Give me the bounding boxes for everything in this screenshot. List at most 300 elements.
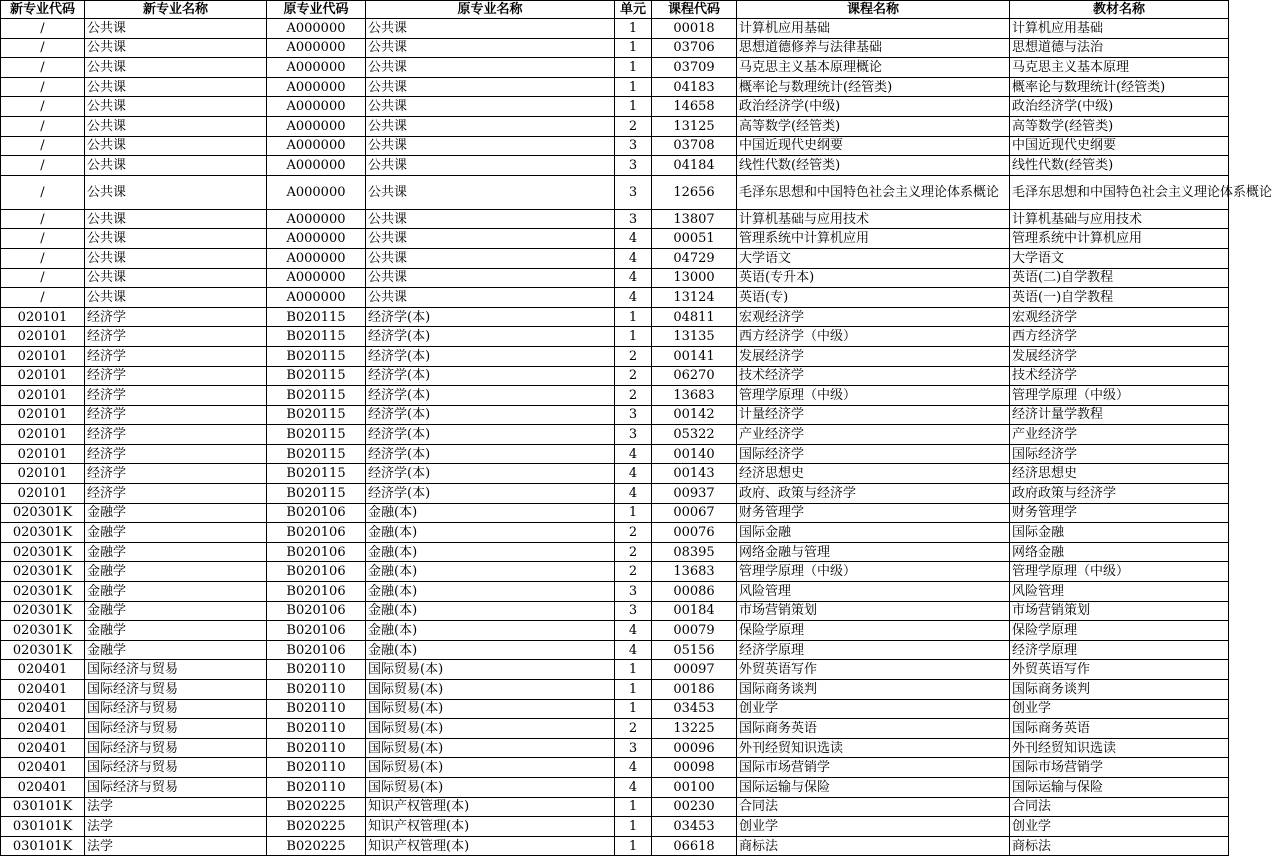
table-row <box>1 58 1229 78</box>
cell-course-name: 计算机基础与应用技术 <box>737 209 1010 229</box>
cell-new-major-name: 法学 <box>85 836 267 856</box>
cell-new-major-name: 经济学 <box>85 484 267 504</box>
cell-new-major-code: 020101 <box>1 405 85 425</box>
table-row <box>1 346 1229 366</box>
cell-textbook-name: 风险管理 <box>1010 582 1229 602</box>
cell-course-code: 03453 <box>652 699 737 719</box>
cell-new-major-name: 公共课 <box>85 229 267 249</box>
cell-old-major-name: 公共课 <box>366 156 615 176</box>
cell-unit: 1 <box>615 97 652 117</box>
cell-course-code: 00184 <box>652 601 737 621</box>
table-row <box>1 621 1229 641</box>
cell-new-major-code: 020301K <box>1 582 85 602</box>
cell-unit: 1 <box>615 503 652 523</box>
cell-course-code: 13683 <box>652 562 737 582</box>
cell-new-major-name: 公共课 <box>85 19 267 39</box>
cell-old-major-name: 经济学(本) <box>366 366 615 386</box>
cell-new-major-name: 国际经济与贸易 <box>85 777 267 797</box>
cell-course-name: 毛泽东思想和中国特色社会主义理论体系概论 <box>737 175 1010 209</box>
cell-unit: 1 <box>615 699 652 719</box>
cell-old-major-code: B020110 <box>267 680 366 700</box>
cell-old-major-name: 经济学(本) <box>366 484 615 504</box>
cell-textbook-name: 市场营销策划 <box>1010 601 1229 621</box>
cell-new-major-code: / <box>1 268 85 288</box>
cell-textbook-name: 商标法 <box>1010 836 1229 856</box>
cell-course-code: 13124 <box>652 288 737 308</box>
cell-unit: 3 <box>615 582 652 602</box>
cell-old-major-code: B020110 <box>267 758 366 778</box>
cell-old-major-name: 公共课 <box>366 175 615 209</box>
cell-new-major-name: 经济学 <box>85 425 267 445</box>
cell-course-code: 00142 <box>652 405 737 425</box>
cell-unit: 4 <box>615 758 652 778</box>
cell-unit: 1 <box>615 817 652 837</box>
cell-course-name: 计量经济学 <box>737 405 1010 425</box>
cell-old-major-code: A000000 <box>267 116 366 136</box>
cell-new-major-code: / <box>1 58 85 78</box>
cell-unit: 1 <box>615 836 652 856</box>
cell-textbook-name: 外刊经贸知识选读 <box>1010 738 1229 758</box>
cell-course-name: 网络金融与管理 <box>737 542 1010 562</box>
cell-textbook-name: 政治经济学(中级) <box>1010 97 1229 117</box>
cell-textbook-name: 财务管理学 <box>1010 503 1229 523</box>
cell-old-major-name: 国际贸易(本) <box>366 777 615 797</box>
cell-new-major-name: 经济学 <box>85 346 267 366</box>
cell-old-major-code: B020115 <box>267 366 366 386</box>
cell-course-name: 线性代数(经管类) <box>737 156 1010 176</box>
cell-unit: 2 <box>615 542 652 562</box>
cell-old-major-code: A000000 <box>267 97 366 117</box>
cell-old-major-name: 公共课 <box>366 19 615 39</box>
cell-course-name: 高等数学(经管类) <box>737 116 1010 136</box>
cell-old-major-name: 国际贸易(本) <box>366 758 615 778</box>
cell-old-major-name: 公共课 <box>366 58 615 78</box>
cell-unit: 3 <box>615 156 652 176</box>
table-row <box>1 175 1229 209</box>
cell-textbook-name: 国际经济学 <box>1010 444 1229 464</box>
cell-course-name: 国际商务英语 <box>737 719 1010 739</box>
cell-course-code: 00186 <box>652 680 737 700</box>
cell-old-major-name: 经济学(本) <box>366 327 615 347</box>
cell-old-major-name: 经济学(本) <box>366 346 615 366</box>
cell-course-code: 00018 <box>652 19 737 39</box>
cell-new-major-name: 公共课 <box>85 38 267 58</box>
cell-old-major-code: B020106 <box>267 542 366 562</box>
cell-old-major-code: B020225 <box>267 797 366 817</box>
cell-old-major-name: 国际贸易(本) <box>366 680 615 700</box>
cell-new-major-name: 金融学 <box>85 601 267 621</box>
cell-course-name: 国际商务谈判 <box>737 680 1010 700</box>
cell-course-name: 思想道德修养与法律基础 <box>737 38 1010 58</box>
cell-unit: 4 <box>615 444 652 464</box>
table-row <box>1 601 1229 621</box>
cell-textbook-name: 高等数学(经管类) <box>1010 116 1229 136</box>
cell-new-major-code: / <box>1 288 85 308</box>
cell-course-name: 商标法 <box>737 836 1010 856</box>
cell-course-name: 西方经济学（中级） <box>737 327 1010 347</box>
cell-course-code: 00143 <box>652 464 737 484</box>
cell-course-code: 00230 <box>652 797 737 817</box>
cell-new-major-name: 经济学 <box>85 386 267 406</box>
cell-course-name: 创业学 <box>737 817 1010 837</box>
cell-course-name: 市场营销策划 <box>737 601 1010 621</box>
cell-textbook-name: 英语(一)自学教程 <box>1010 288 1229 308</box>
table-row <box>1 817 1229 837</box>
cell-old-major-code: B020110 <box>267 777 366 797</box>
cell-textbook-name: 发展经济学 <box>1010 346 1229 366</box>
cell-textbook-name: 创业学 <box>1010 699 1229 719</box>
cell-course-name: 外刊经贸知识选读 <box>737 738 1010 758</box>
table-row <box>1 425 1229 445</box>
cell-old-major-code: B020110 <box>267 699 366 719</box>
cell-new-major-name: 公共课 <box>85 175 267 209</box>
cell-old-major-name: 经济学(本) <box>366 307 615 327</box>
header-course-name: 课程名称 <box>737 1 1010 19</box>
cell-old-major-code: B020106 <box>267 640 366 660</box>
cell-old-major-code: A000000 <box>267 19 366 39</box>
cell-unit: 1 <box>615 77 652 97</box>
table-row <box>1 327 1229 347</box>
cell-unit: 2 <box>615 562 652 582</box>
cell-old-major-code: B020106 <box>267 503 366 523</box>
cell-old-major-code: A000000 <box>267 248 366 268</box>
table-row <box>1 77 1229 97</box>
cell-old-major-name: 公共课 <box>366 229 615 249</box>
cell-textbook-name: 外贸英语写作 <box>1010 660 1229 680</box>
cell-course-code: 00141 <box>652 346 737 366</box>
cell-old-major-code: A000000 <box>267 77 366 97</box>
cell-course-name: 国际金融 <box>737 523 1010 543</box>
cell-course-name: 大学语文 <box>737 248 1010 268</box>
cell-old-major-code: B020106 <box>267 601 366 621</box>
cell-old-major-name: 知识产权管理(本) <box>366 836 615 856</box>
cell-new-major-code: 020301K <box>1 601 85 621</box>
table-row <box>1 248 1229 268</box>
cell-new-major-name: 经济学 <box>85 366 267 386</box>
cell-course-name: 计算机应用基础 <box>737 19 1010 39</box>
cell-new-major-code: 020401 <box>1 680 85 700</box>
cell-course-code: 13683 <box>652 386 737 406</box>
cell-old-major-name: 金融(本) <box>366 523 615 543</box>
header-old-major-code: 原专业代码 <box>267 1 366 19</box>
cell-new-major-code: 030101K <box>1 797 85 817</box>
cell-unit: 2 <box>615 386 652 406</box>
cell-new-major-code: 020101 <box>1 346 85 366</box>
cell-old-major-code: B020115 <box>267 386 366 406</box>
cell-new-major-code: 020101 <box>1 307 85 327</box>
table-row <box>1 136 1229 156</box>
cell-textbook-name: 管理学原理（中级） <box>1010 562 1229 582</box>
cell-course-name: 国际运输与保险 <box>737 777 1010 797</box>
cell-old-major-name: 金融(本) <box>366 601 615 621</box>
cell-new-major-code: / <box>1 116 85 136</box>
cell-textbook-name: 毛泽东思想和中国特色社会主义理论体系概论 <box>1010 175 1229 209</box>
cell-course-code: 03453 <box>652 817 737 837</box>
cell-course-code: 04729 <box>652 248 737 268</box>
cell-new-major-name: 公共课 <box>85 209 267 229</box>
cell-textbook-name: 线性代数(经管类) <box>1010 156 1229 176</box>
cell-course-code: 06270 <box>652 366 737 386</box>
cell-textbook-name: 宏观经济学 <box>1010 307 1229 327</box>
cell-course-code: 00086 <box>652 582 737 602</box>
cell-new-major-code: 020401 <box>1 719 85 739</box>
cell-old-major-name: 金融(本) <box>366 562 615 582</box>
cell-course-name: 保险学原理 <box>737 621 1010 641</box>
cell-new-major-name: 经济学 <box>85 444 267 464</box>
cell-unit: 4 <box>615 288 652 308</box>
cell-course-name: 英语(专升本) <box>737 268 1010 288</box>
cell-textbook-name: 技术经济学 <box>1010 366 1229 386</box>
cell-unit: 2 <box>615 719 652 739</box>
cell-unit: 1 <box>615 58 652 78</box>
cell-course-name: 中国近现代史纲要 <box>737 136 1010 156</box>
cell-new-major-code: / <box>1 77 85 97</box>
cell-textbook-name: 经济思想史 <box>1010 464 1229 484</box>
cell-course-code: 00067 <box>652 503 737 523</box>
table-row <box>1 288 1229 308</box>
cell-course-code: 00937 <box>652 484 737 504</box>
cell-unit: 3 <box>615 601 652 621</box>
cell-new-major-code: 020101 <box>1 425 85 445</box>
cell-old-major-code: A000000 <box>267 136 366 156</box>
cell-old-major-code: B020115 <box>267 425 366 445</box>
cell-textbook-name: 中国近现代史纲要 <box>1010 136 1229 156</box>
table-row <box>1 38 1229 58</box>
cell-new-major-name: 经济学 <box>85 327 267 347</box>
cell-textbook-name: 管理系统中计算机应用 <box>1010 229 1229 249</box>
cell-unit: 4 <box>615 229 652 249</box>
table-row <box>1 503 1229 523</box>
cell-course-name: 政府、政策与经济学 <box>737 484 1010 504</box>
cell-new-major-code: / <box>1 97 85 117</box>
cell-old-major-name: 国际贸易(本) <box>366 660 615 680</box>
cell-course-code: 00140 <box>652 444 737 464</box>
cell-new-major-code: / <box>1 175 85 209</box>
cell-course-code: 12656 <box>652 175 737 209</box>
cell-textbook-name: 管理学原理（中级） <box>1010 386 1229 406</box>
cell-new-major-name: 金融学 <box>85 582 267 602</box>
table-row <box>1 836 1229 856</box>
cell-textbook-name: 马克思主义基本原理 <box>1010 58 1229 78</box>
cell-old-major-code: B020110 <box>267 660 366 680</box>
cell-textbook-name: 计算机基础与应用技术 <box>1010 209 1229 229</box>
table-row <box>1 464 1229 484</box>
cell-new-major-code: 020401 <box>1 660 85 680</box>
cell-textbook-name: 合同法 <box>1010 797 1229 817</box>
table-row <box>1 738 1229 758</box>
cell-new-major-name: 法学 <box>85 797 267 817</box>
cell-course-name: 管理学原理（中级） <box>737 562 1010 582</box>
cell-course-name: 英语(专) <box>737 288 1010 308</box>
cell-old-major-code: B020106 <box>267 523 366 543</box>
cell-old-major-code: B020115 <box>267 464 366 484</box>
cell-new-major-name: 公共课 <box>85 116 267 136</box>
cell-new-major-name: 国际经济与贸易 <box>85 699 267 719</box>
cell-course-name: 概率论与数理统计(经管类) <box>737 77 1010 97</box>
cell-new-major-name: 国际经济与贸易 <box>85 719 267 739</box>
cell-new-major-name: 公共课 <box>85 97 267 117</box>
cell-new-major-code: / <box>1 229 85 249</box>
cell-old-major-code: B020115 <box>267 307 366 327</box>
cell-new-major-code: / <box>1 38 85 58</box>
cell-old-major-name: 金融(本) <box>366 503 615 523</box>
cell-course-name: 发展经济学 <box>737 346 1010 366</box>
cell-course-name: 经济思想史 <box>737 464 1010 484</box>
cell-unit: 2 <box>615 366 652 386</box>
cell-new-major-name: 国际经济与贸易 <box>85 680 267 700</box>
cell-course-code: 00076 <box>652 523 737 543</box>
cell-new-major-name: 公共课 <box>85 248 267 268</box>
cell-course-code: 05322 <box>652 425 737 445</box>
cell-new-major-code: / <box>1 156 85 176</box>
header-new-major-name: 新专业名称 <box>85 1 267 19</box>
cell-new-major-code: 020401 <box>1 758 85 778</box>
cell-unit: 4 <box>615 268 652 288</box>
cell-unit: 4 <box>615 621 652 641</box>
table-row <box>1 268 1229 288</box>
cell-new-major-name: 公共课 <box>85 58 267 78</box>
cell-old-major-name: 金融(本) <box>366 582 615 602</box>
cell-new-major-name: 金融学 <box>85 523 267 543</box>
cell-course-code: 00051 <box>652 229 737 249</box>
cell-unit: 3 <box>615 136 652 156</box>
header-new-major-code: 新专业代码 <box>1 1 85 19</box>
table-row <box>1 405 1229 425</box>
cell-unit: 1 <box>615 19 652 39</box>
cell-unit: 1 <box>615 307 652 327</box>
cell-old-major-name: 金融(本) <box>366 542 615 562</box>
cell-unit: 3 <box>615 425 652 445</box>
cell-textbook-name: 概率论与数理统计(经管类) <box>1010 77 1229 97</box>
cell-course-code: 00100 <box>652 777 737 797</box>
cell-course-name: 合同法 <box>737 797 1010 817</box>
cell-new-major-code: / <box>1 19 85 39</box>
cell-new-major-code: 020301K <box>1 640 85 660</box>
header-old-major-name: 原专业名称 <box>366 1 615 19</box>
cell-textbook-name: 政府政策与经济学 <box>1010 484 1229 504</box>
cell-old-major-code: A000000 <box>267 175 366 209</box>
cell-unit: 3 <box>615 209 652 229</box>
cell-old-major-code: A000000 <box>267 209 366 229</box>
cell-old-major-code: A000000 <box>267 288 366 308</box>
table-row <box>1 444 1229 464</box>
cell-unit: 4 <box>615 484 652 504</box>
cell-old-major-name: 公共课 <box>366 136 615 156</box>
cell-new-major-code: 020401 <box>1 738 85 758</box>
cell-old-major-code: B020110 <box>267 738 366 758</box>
cell-unit: 1 <box>615 38 652 58</box>
cell-course-name: 政治经济学(中级) <box>737 97 1010 117</box>
table-row <box>1 699 1229 719</box>
cell-unit: 4 <box>615 464 652 484</box>
cell-new-major-code: 020301K <box>1 542 85 562</box>
cell-old-major-name: 国际贸易(本) <box>366 699 615 719</box>
cell-course-code: 13135 <box>652 327 737 347</box>
table-row <box>1 229 1229 249</box>
cell-course-name: 国际市场营销学 <box>737 758 1010 778</box>
table-row <box>1 97 1229 117</box>
cell-course-name: 管理系统中计算机应用 <box>737 229 1010 249</box>
cell-textbook-name: 经济计量学教程 <box>1010 405 1229 425</box>
cell-course-code: 00096 <box>652 738 737 758</box>
cell-course-name: 技术经济学 <box>737 366 1010 386</box>
table-row <box>1 719 1229 739</box>
table-row <box>1 660 1229 680</box>
cell-new-major-code: 020101 <box>1 366 85 386</box>
cell-old-major-name: 公共课 <box>366 268 615 288</box>
table-row <box>1 484 1229 504</box>
cell-old-major-name: 知识产权管理(本) <box>366 817 615 837</box>
cell-unit: 1 <box>615 660 652 680</box>
table-row <box>1 542 1229 562</box>
cell-course-code: 00098 <box>652 758 737 778</box>
header-textbook-name: 教材名称 <box>1010 1 1229 19</box>
cell-new-major-name: 国际经济与贸易 <box>85 738 267 758</box>
cell-course-code: 03708 <box>652 136 737 156</box>
cell-unit: 1 <box>615 680 652 700</box>
cell-new-major-name: 公共课 <box>85 268 267 288</box>
cell-course-name: 产业经济学 <box>737 425 1010 445</box>
cell-old-major-name: 公共课 <box>366 209 615 229</box>
cell-unit: 2 <box>615 523 652 543</box>
cell-old-major-code: B020225 <box>267 817 366 837</box>
cell-course-name: 马克思主义基本原理概论 <box>737 58 1010 78</box>
table-row <box>1 386 1229 406</box>
cell-old-major-name: 经济学(本) <box>366 425 615 445</box>
cell-course-name: 风险管理 <box>737 582 1010 602</box>
cell-new-major-code: 020301K <box>1 523 85 543</box>
cell-new-major-code: 020101 <box>1 484 85 504</box>
cell-textbook-name: 产业经济学 <box>1010 425 1229 445</box>
cell-textbook-name: 思想道德与法治 <box>1010 38 1229 58</box>
cell-old-major-name: 公共课 <box>366 288 615 308</box>
cell-old-major-code: B020106 <box>267 621 366 641</box>
cell-course-code: 00097 <box>652 660 737 680</box>
cell-textbook-name: 计算机应用基础 <box>1010 19 1229 39</box>
cell-unit: 1 <box>615 797 652 817</box>
table-row <box>1 209 1229 229</box>
cell-new-major-code: 020101 <box>1 386 85 406</box>
cell-textbook-name: 国际商务英语 <box>1010 719 1229 739</box>
table-row <box>1 307 1229 327</box>
cell-new-major-code: / <box>1 248 85 268</box>
cell-course-code: 14658 <box>652 97 737 117</box>
table-row <box>1 366 1229 386</box>
table-row <box>1 797 1229 817</box>
cell-textbook-name: 国际运输与保险 <box>1010 777 1229 797</box>
cell-course-code: 03709 <box>652 58 737 78</box>
cell-new-major-code: 020301K <box>1 562 85 582</box>
cell-course-code: 05156 <box>652 640 737 660</box>
cell-course-code: 13225 <box>652 719 737 739</box>
table-row <box>1 116 1229 136</box>
cell-new-major-name: 金融学 <box>85 503 267 523</box>
cell-new-major-code: 020401 <box>1 777 85 797</box>
cell-new-major-code: 020401 <box>1 699 85 719</box>
cell-unit: 4 <box>615 248 652 268</box>
cell-textbook-name: 国际市场营销学 <box>1010 758 1229 778</box>
cell-old-major-code: B020110 <box>267 719 366 739</box>
cell-old-major-code: A000000 <box>267 38 366 58</box>
cell-unit: 4 <box>615 777 652 797</box>
cell-old-major-name: 国际贸易(本) <box>366 719 615 739</box>
cell-new-major-name: 经济学 <box>85 307 267 327</box>
cell-new-major-name: 金融学 <box>85 621 267 641</box>
cell-course-code: 00079 <box>652 621 737 641</box>
cell-new-major-code: 020101 <box>1 327 85 347</box>
cell-course-code: 03706 <box>652 38 737 58</box>
cell-textbook-name: 国际金融 <box>1010 523 1229 543</box>
